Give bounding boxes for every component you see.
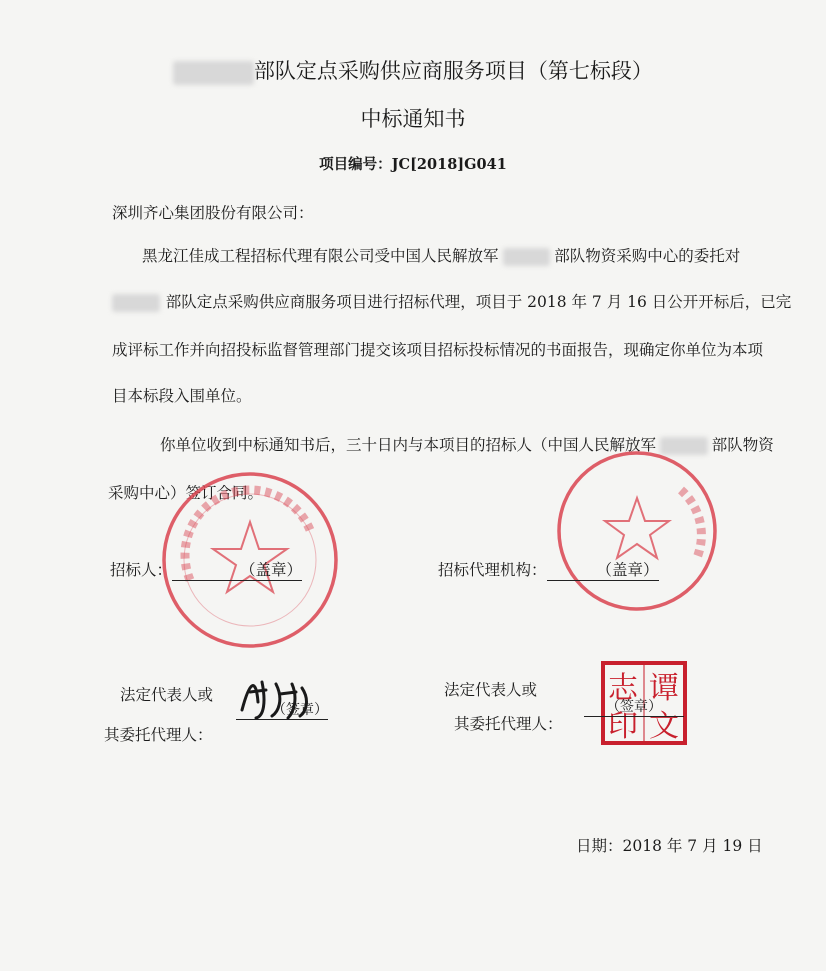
seal-char-4: 文 [649,709,679,744]
project-number: 项目编号：JC[2018]G041 [319,156,507,173]
seal-char-1: 志 [608,671,638,706]
paragraph-2-line-1: 你单位收到中标通知书后，三十日内与本项目的招标人（中国人民解放军 部队物资 [160,436,774,454]
legal-rep-label-right-2: 其委托代理人： [454,715,563,733]
legal-rep-label-1: 法定代表人或 [120,686,214,704]
left-sign-line [236,699,328,720]
seal-char-2: 谭 [649,671,679,706]
left-sign-note: （签章） [272,702,328,718]
redacted-unit-name [173,61,254,85]
tenderer-seal-note: （盖章） [240,561,303,579]
tenderer-line: 招标人： （盖章） [110,558,302,581]
document-title: 部队定点采购供应商服务项目（第七标段） [0,55,826,85]
legal-rep-label-right-1: 法定代表人或 [444,681,538,699]
seal-char-3: 印 [608,709,638,744]
paragraph-1-line-1: 黑龙江佳成工程招标代理有限公司受中国人民解放军 部队物资采购中心的委托对 [142,247,741,265]
paragraph-2-line-2: 采购中心）签订合同。 [108,484,264,502]
notice-title: 中标通知书 [360,107,466,131]
agency-round-stamp [556,450,718,612]
agency-seal-note: （盖章） [596,561,659,579]
legal-rep-label-2: 其委托代理人： [104,726,213,744]
right-sign-line [584,696,684,717]
paragraph-1-line-4: 目本标段入围单位。 [112,387,252,405]
date: 日期：2018 年 7 月 19 日 [576,837,763,855]
redacted-unit [112,294,160,312]
addressee: 深圳齐心集团股份有限公司： [112,204,314,222]
right-sign-note: （签章） [606,699,662,715]
paragraph-1-line-3: 成评标工作并向招投标监督管理部门提交该项目招标投标情况的书面报告，现确定你单位为本项 [112,341,764,359]
redacted-unit [503,248,551,266]
agency-line: 招标代理机构： （盖章） [438,558,659,581]
paragraph-1-line-2: 部队定点采购供应商服务项目进行招标代理，项目于 2018 年 7 月 16 日公开开标后，已完 [112,290,791,312]
